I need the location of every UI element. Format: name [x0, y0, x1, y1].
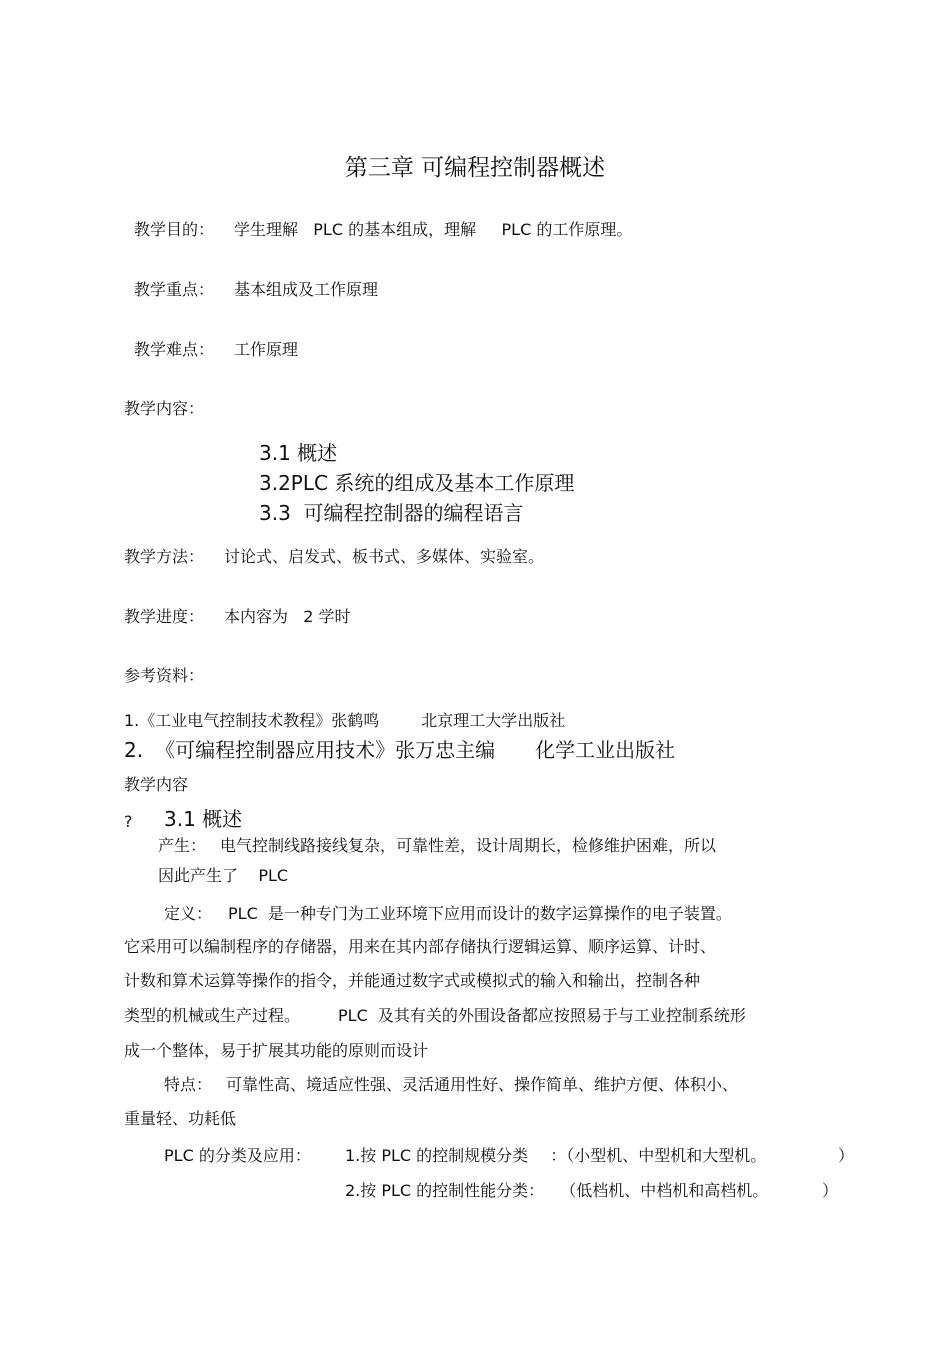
classification-item-2-close: ） — [822, 1181, 839, 1200]
reference-item-2 — [124, 737, 675, 763]
definition-line-4b: PLC 及其有关的外围设备都应按照易于与工业控制系统形 — [338, 1006, 746, 1025]
objective-row — [134, 220, 632, 240]
method-text: 讨论式、启发式、板书式、多媒体、实验室。 — [224, 547, 545, 566]
definition-line-5: 成一个整体，易于扩展其功能的原则而设计 — [124, 1041, 429, 1060]
difficulty-text: 工作原理 — [234, 340, 299, 359]
classification-item-1-text: 1.按 PLC 的控制规模分类 — [345, 1146, 529, 1165]
definition-line-2: 它采用可以编制程序的存储器，用来在其内部存储执行逻辑运算、顺序运算、计时、 — [124, 937, 717, 956]
classification-item-1-close: ） — [838, 1146, 855, 1165]
origin-line-1: 电气控制线路接线复杂，可靠性差，设计周期长，检修维护困难，所以 — [220, 836, 717, 855]
definition-line-4 — [124, 1006, 746, 1026]
classification-label: PLC 的分类及应用： — [164, 1146, 311, 1165]
origin-line-2: 因此产生了 PLC — [158, 866, 289, 885]
origin-row — [158, 836, 716, 856]
difficulty-label: 教学难点： — [134, 340, 215, 359]
reference-publisher: 北京理工大学出版社 — [421, 711, 566, 730]
reference-number: 1. — [124, 711, 140, 730]
features-line-1: 可靠性高、境适应性强、灵活通用性好、操作简单、维护方便、体积小、 — [226, 1075, 739, 1094]
features-line-2: 重量轻、功耗低 — [124, 1109, 237, 1128]
definition-line-3: 计数和算术运算等操作的指令，并能通过数字式或模拟式的输入和输出，控制各种 — [124, 971, 701, 990]
references-label: 参考资料： — [124, 666, 205, 685]
classification-item-1 — [345, 1146, 766, 1166]
definition-line-4a: 类型的机械或生产过程。 — [124, 1006, 301, 1025]
key-point-row — [134, 280, 378, 300]
classification-item-2-detail: （低档机、中档机和高档机。 — [560, 1181, 769, 1200]
outline-item-2: 3.2PLC 系统的组成及基本工作原理 — [259, 471, 575, 495]
key-point-label: 教学重点： — [134, 280, 215, 299]
content-heading: 教学内容 — [124, 775, 189, 794]
definition-line-1: PLC 是一种专门为工业环境下应用而设计的数字运算操作的电子装置。 — [228, 904, 732, 923]
schedule-row — [124, 607, 351, 627]
origin-label: 产生： — [158, 836, 207, 855]
classification-item-1-detail: ：（小型机、中型机和大型机。 — [550, 1146, 767, 1165]
features-row — [164, 1075, 738, 1095]
reference-number: 2. — [124, 738, 144, 762]
definition-label: 定义： — [164, 904, 213, 923]
features-label: 特点： — [164, 1075, 213, 1094]
definition-row — [164, 904, 732, 924]
objective-label: 教学目的： — [134, 220, 215, 239]
section-title: 3.1 概述 — [164, 807, 243, 831]
section-bullet: ? — [124, 812, 133, 831]
difficulty-row — [134, 340, 298, 360]
reference-book: 《工业电气控制技术教程》张鹤鸣 — [139, 711, 380, 730]
reference-book: 《可编程控制器应用技术》张万忠主编 — [155, 738, 496, 762]
outline-item-3: 3.3 可编程控制器的编程语言 — [259, 501, 524, 525]
schedule-text: 本内容为 2 学时 — [224, 607, 351, 626]
outline-item-1: 3.1 概述 — [259, 441, 338, 465]
schedule-label: 教学进度： — [124, 607, 205, 626]
classification-item-2-text: 2.按 PLC 的控制性能分类： — [345, 1181, 545, 1200]
page-title: 第三章 可编程控制器概述 — [344, 155, 606, 181]
reference-item-1 — [124, 711, 565, 731]
content-label: 教学内容： — [124, 399, 205, 418]
method-label: 教学方法： — [124, 547, 205, 566]
classification-item-2 — [345, 1181, 768, 1201]
objective-text: 学生理解 PLC 的基本组成，理解 PLC 的工作原理。 — [234, 220, 633, 239]
method-row — [124, 547, 544, 567]
reference-publisher: 化学工业出版社 — [535, 738, 676, 762]
key-point-text: 基本组成及工作原理 — [234, 280, 379, 299]
